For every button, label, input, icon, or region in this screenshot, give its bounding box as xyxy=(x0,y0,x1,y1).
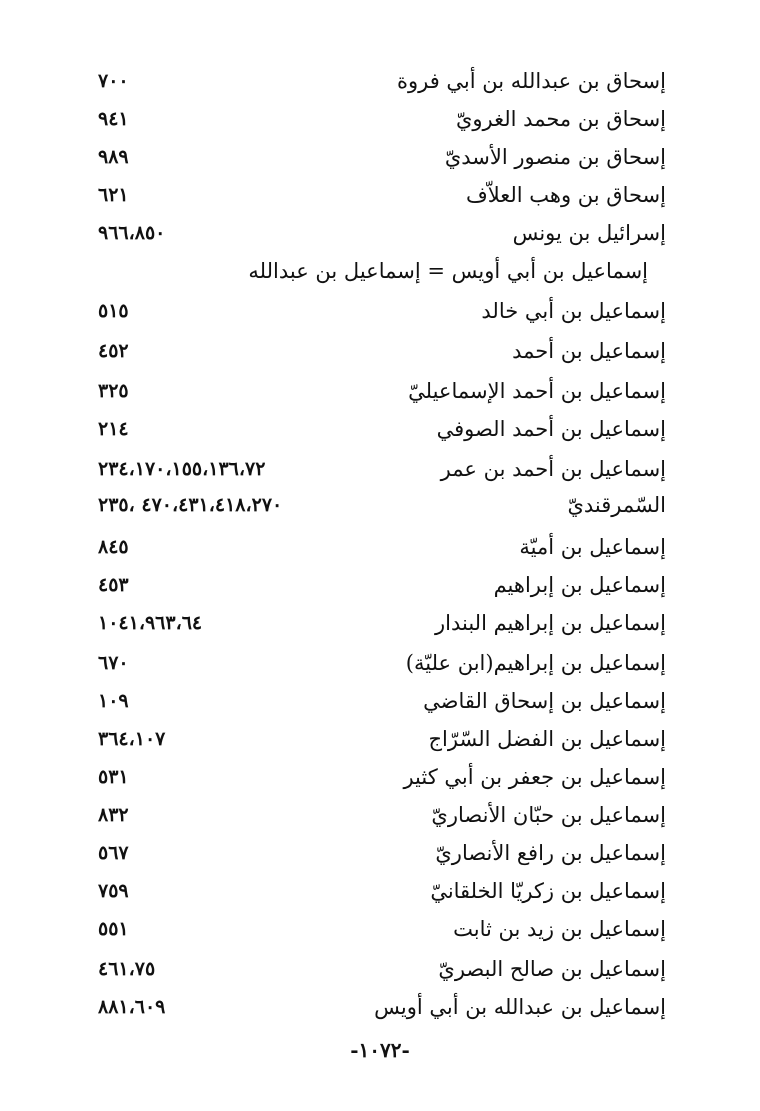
list-item xyxy=(0,292,760,330)
entry-name: إسماعيل بن زكريّا الخلقانيّ xyxy=(430,879,666,903)
entry-name: إسحاق بن وهب العلاّف xyxy=(465,183,666,207)
entry-name: إسماعيل بن أحمد xyxy=(512,339,666,363)
entry-name: إسماعيل بن الفضل السّرّاج xyxy=(428,727,666,751)
list-item xyxy=(0,758,760,796)
entry-pages: ٥٦٧ xyxy=(98,842,129,864)
entry-name: إسماعيل بن رافع الأنصاريّ xyxy=(435,841,666,865)
list-item xyxy=(0,682,760,720)
entry-pages: ٨٤٥ xyxy=(98,536,129,558)
list-item xyxy=(0,100,760,138)
list-item xyxy=(0,332,760,370)
entry-pages: ٦٢١ xyxy=(98,184,129,206)
entry-pages: ٣٦٤،١٠٧ xyxy=(98,728,166,750)
entry-pages: ٩٦٦،٨٥٠ xyxy=(98,222,166,244)
list-item xyxy=(0,138,760,176)
entry-name: إسماعيل بن أبي خالد xyxy=(481,299,666,323)
list-item xyxy=(0,720,760,758)
entry-name: إسماعيل بن جعفر بن أبي كثير xyxy=(403,765,666,789)
entry-pages: ٤٥٢ xyxy=(98,340,129,362)
page-number: -١٠٧٢- xyxy=(350,1038,410,1062)
list-item xyxy=(0,566,760,604)
list-item xyxy=(0,834,760,872)
entry-name: إسماعيل بن حبّان الأنصاريّ xyxy=(431,803,666,827)
entry-name: إسماعيل بن إبراهيم xyxy=(493,573,666,597)
entry-pages: ٢٣٤،١٧٠،١٥٥،١٣٦،٧٢ xyxy=(98,458,266,480)
entry-name: إسماعيل بن زيد بن ثابت xyxy=(453,917,666,941)
list-item xyxy=(0,604,760,642)
entry-pages: ٢١٤ xyxy=(98,418,129,440)
entry-name: إسماعيل بن صالح البصريّ xyxy=(438,957,666,981)
entry-pages: ٧٥٩ xyxy=(98,880,129,902)
entry-name: إسماعيل بن إبراهيم البندار xyxy=(435,611,666,635)
entry-pages: ٤٥٣ xyxy=(98,574,129,596)
list-item xyxy=(0,644,760,682)
list-item xyxy=(0,910,760,948)
list-item xyxy=(0,796,760,834)
entry-pages: ٥٣١ xyxy=(98,766,129,788)
entry-name: إسحاق بن منصور الأسديّ xyxy=(444,145,666,169)
entry-name: إسماعيل بن أحمد الصوفي xyxy=(436,417,666,441)
entry-cross-reference: إسماعيل بن أبي أويس = إسماعيل بن عبدالله xyxy=(248,259,648,283)
list-item xyxy=(0,62,760,100)
entry-name: إسحاق بن محمد الغرويّ xyxy=(455,107,666,131)
list-item xyxy=(0,528,760,566)
entry-pages: ٥١٥ xyxy=(98,300,129,322)
entry-name: إسماعيل بن أميّة xyxy=(519,535,666,559)
entry-name: إسماعيل بن إسحاق القاضي xyxy=(423,689,666,713)
entry-pages: ٩٤١ xyxy=(98,108,129,130)
entry-name: إسماعيل بن أحمد الإسماعيليّ xyxy=(408,379,666,403)
list-item xyxy=(0,372,760,410)
list-item xyxy=(0,252,760,290)
list-item xyxy=(0,450,760,488)
list-item xyxy=(0,872,760,910)
entry-name: إسحاق بن عبدالله بن أبي فروة xyxy=(396,69,666,93)
list-item xyxy=(0,486,760,524)
entry-pages: ٣٢٥ xyxy=(98,380,129,402)
entry-pages: ٧٠٠ xyxy=(98,70,129,92)
list-item xyxy=(0,410,760,448)
entry-name: إسماعيل بن عبدالله بن أبي أويس xyxy=(374,995,666,1019)
entry-name: إسماعيل بن أحمد بن عمر xyxy=(440,457,666,481)
list-item xyxy=(0,988,760,1026)
list-item xyxy=(0,176,760,214)
entry-pages: ١٠٩ xyxy=(98,690,129,712)
entry-pages: ٦٧٠ xyxy=(98,652,129,674)
list-item xyxy=(0,214,760,252)
entry-pages: ٤٦١،٧٥ xyxy=(98,958,156,980)
entry-name: إسرائيل بن يونس xyxy=(512,221,666,245)
entry-pages: ٩٨٩ xyxy=(98,146,129,168)
entry-pages: ٥٥١ xyxy=(98,918,129,940)
entry-name-continued: السّمرقنديّ xyxy=(567,493,666,517)
entry-name: إسماعيل بن إبراهيم(ابن عليّة) xyxy=(405,651,666,675)
entry-pages: ٨٨١،٦٠٩ xyxy=(98,996,166,1018)
entry-pages: ١٠٤١،٩٦٣،٦٤ xyxy=(98,612,203,634)
list-item xyxy=(0,950,760,988)
entry-pages: ٨٣٢ xyxy=(98,804,129,826)
entry-pages-continued: ٤٧٠،٤٣١،٤١٨،٢٧٠ ،٢٣٥ xyxy=(98,494,283,516)
